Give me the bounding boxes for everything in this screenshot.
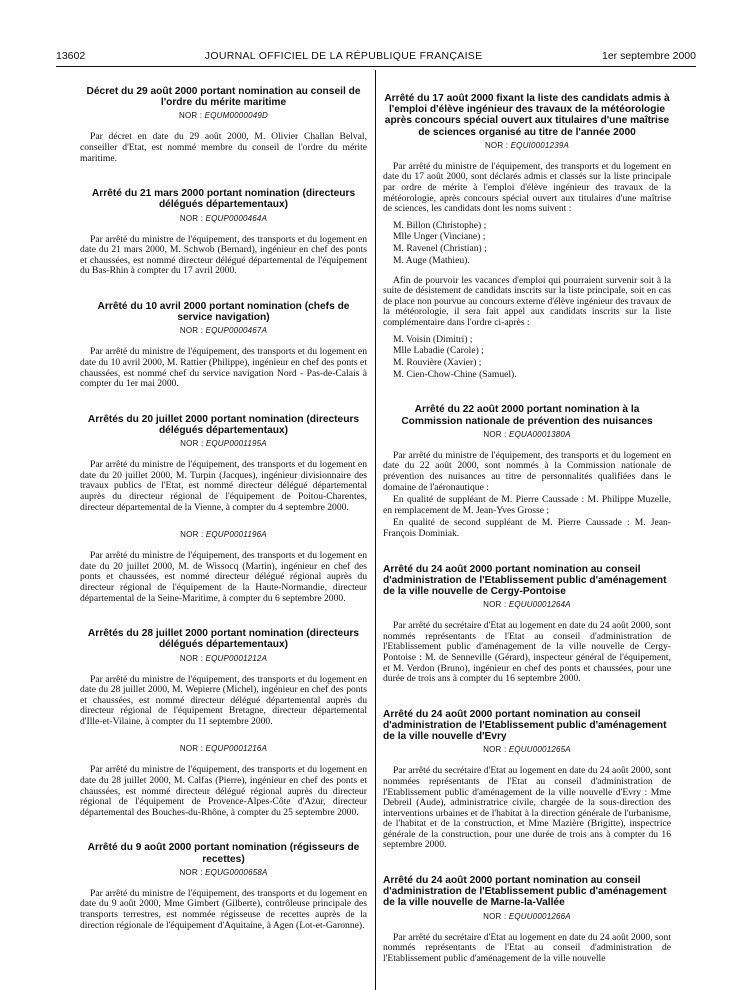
article-title: Arrêté du 21 mars 2000 portant nomination (directeurs délégués départementaux): [91, 188, 356, 211]
nor-line: NOR : EQUG0000658A: [179, 867, 268, 877]
article: [80, 414, 367, 604]
nor-code: EQUU0001266A: [508, 911, 571, 921]
article-paragraph: Afin de pourvoir les vacances d'emploi qui pourraient survenir soit à la suite de désistement de candidats inscrits sur la liste principale, soit en cas de place non pourvue au concours externe d'élève ingénieur des travaux de la météorologie, il sera fait appel aux candidats inscrits sur la liste complémentaire dans l'ordre ci-après :: [383, 274, 671, 328]
article: [383, 564, 671, 685]
issue-date: 1er septembre 2000: [602, 50, 696, 62]
nor-line: NOR : EQUP0001212A: [179, 653, 268, 663]
article: [80, 86, 367, 164]
page-number: 13602: [56, 50, 86, 62]
nor-code: EQUG0000658A: [205, 867, 268, 877]
article-paragraph: Par arrêté du ministre de l'équipement, des transports et du logement en date du 20 juillet 2000, M. de Wissocq (Martin), ingénieur en chef des ponts et chaussées, est nommé directeur délégué régional auprès du directeur régional de l'équipement de la Haute-Normandie, directeur départemental de la Seine-Maritime, à compter du 6 septembre 2000.: [80, 550, 367, 604]
list-item: M. Cien-Chow-Chine (Samuel).: [393, 368, 517, 380]
left-column: [80, 86, 367, 941]
article-paragraph: Par arrêté du secrétaire d'Etat au logement en date du 24 août 2000, sont nommés représentants de l'Etat au conseil d'administration de l'Etablissement public d'aménagement de la ville nouvelle: [383, 931, 671, 964]
nor-line: NOR : EQUP0000464A: [179, 213, 268, 223]
article-title: Arrêté du 22 août 2000 portant nomination à la Commission nationale de prévention des nuisances: [401, 404, 653, 427]
column-separator: [375, 70, 376, 990]
nor-code: EQUP0000467A: [205, 326, 268, 336]
article-paragraph: Par arrêté du ministre de l'équipement, des transports et du logement en date du 9 août 2000, Mme Gimbert (Gilberte), contrôleuse principale des transports terrestres, est nommée régisseuse de recettes auprès de la direction régionale de l'équipement d'Aquitaine, à Agen (Lot-et-Garonne).: [80, 887, 367, 931]
article-paragraph: Par arrêté du ministre de l'équipement, des transports et du logement en date du 10 avril 2000, M. Rattier (Philippe), ingénieur en chef des ponts et chaussées, est nommé chef du service navigation Nord - Pas-de-Calais à compter du 1er mai 2000.: [80, 346, 367, 390]
nor-line: NOR : EQUM0000049D: [179, 111, 268, 121]
article-title: Arrêté du 24 août 2000 portant nomination au conseil d'administration de l'Etablissement public d'aménagement de la ville nouvelle de Cergy-Pontoise: [383, 563, 667, 597]
article-paragraph: Par arrêté du secrétaire d'Etat au logement en date du 24 août 2000, sont nommés représentants de l'Etat au conseil d'administration de l'Etablissement public d'aménagement de la ville nouvelle de Cergy-Pontoise : M. de Senneville (Gérard), inspecteur général de l'équipement, et M. Verdon (Bruno), ingénieur en chef des ponts et chaussées, pour une durée de trois ans à compter du 16 septembre 2000.: [383, 620, 671, 685]
nor-line: NOR : EQUU0001266A: [483, 911, 571, 921]
nor-line: NOR : EQUP0001216A: [179, 744, 268, 754]
list-item: M. Auge (Mathieu).: [393, 254, 470, 266]
nor-line: NOR : EQUU0001264A: [483, 600, 571, 610]
article-paragraph: Par décret en date du 29 août 2000, M. Olivier Challan Belval, conseiller d'Etat, est nommé membre du conseil de l'ordre du mérite maritime.: [80, 131, 367, 164]
article-paragraph: En qualité de suppléant de M. Pierre Caussade : M. Philippe Muzelle, en remplacement de M. Jean-Yves Grosse ;: [383, 494, 671, 516]
article-paragraph: Par arrêté du ministre de l'équipement, des transports et du logement en date du 21 mars 2000, M. Schwob (Bernard), ingénieur en chef des ponts et chaussées, est nommé directeur délégué départemental de l'équipement du Bas-Rhin à compter du 17 avril 2000.: [80, 233, 367, 277]
article-title: Arrêtés du 20 juillet 2000 portant nomination (directeurs délégués départementaux): [87, 413, 360, 436]
article: [80, 301, 367, 390]
header-rule: [56, 66, 696, 67]
nor-line: NOR : EQUU0001265A: [483, 745, 571, 755]
article-title: Arrêtés du 28 juillet 2000 portant nomination (directeurs délégués départementaux): [87, 628, 360, 651]
nor-code: EQUA0001380A: [509, 429, 571, 439]
article: [383, 93, 671, 380]
article-title: Arrêté du 17 août 2000 fixant la liste des candidats admis à l'emploi d'élève ingénieur des travaux de la météorologie après concours spécial ouvert aux titulaires d'une maîtrise de sciences organisé au titre de l'année 2000: [384, 93, 670, 138]
list-item: Mlle Labadie (Carole) ;: [393, 345, 484, 357]
article-title: Arrêté du 9 août 2000 portant nomination (régisseurs de recettes): [87, 842, 360, 865]
nor-line: NOR : EQUP0001196A: [180, 530, 267, 540]
list-item: M. Ravenel (Christian) ;: [393, 243, 487, 255]
nor-line: NOR : EQUP0001195A: [180, 439, 267, 449]
nor-code: EQUP0000464A: [205, 213, 268, 223]
nor-code: EQUP0001216A: [205, 744, 268, 754]
article-paragraph: En qualité de second suppléant de M. Pierre Caussade : M. Jean-François Dominiak.: [383, 517, 671, 539]
nor-code: EQUM0000049D: [204, 111, 268, 121]
nor-code: EQUP0001195A: [205, 439, 267, 449]
article-paragraph: Par arrêté du secrétaire d'Etat au logement en date du 24 août 2000, sont nommées représentants de l'Etat au conseil d'administration de l'Etablissement public d'aménagement de la ville nouvelle d'Evry : Mme Debreil (Aude), administratrice civile, chargée de la sous-direction des interventions urbaines et de l'habitat à la direction générale de l'urbanisme, de l'habitat et de la construction, et Mme Mazière (Brigitte), inspectrice générale de la construction, pour une durée de trois ans à compter du 16 septembre 2000.: [383, 765, 671, 851]
article: [383, 709, 671, 851]
article-paragraph: Par arrêté du ministre de l'équipement, des transports et du logement en date du 28 juillet 2000, M. Calfas (Pierre), ingénieur en chef des ponts et chaussées, est nommé directeur délégué régional auprès du directeur régional de l'équipement de Provence-Alpes-Côte d'Azur, directeur départemental des Bouches-du-Rhône, à compter du 25 septembre 2000.: [80, 764, 367, 818]
nor-code: EQUP0001196A: [205, 530, 267, 540]
nor-code: EQUI0001239A: [510, 140, 570, 150]
nor-code: EQUP0001212A: [205, 653, 268, 663]
article: [80, 628, 367, 818]
page-header: [56, 46, 696, 66]
list-item: M. Rouvière (Xavier) ;: [393, 356, 482, 368]
article-title: Arrêté du 24 août 2000 portant nomination au conseil d'administration de l'Etablissement public d'aménagement de la ville nouvelle d'Evry: [383, 708, 667, 743]
article-paragraph: Par arrêté du ministre de l'équipement, des transports et du logement en date du 20 juillet 2000, M. Turpin (Jacques), ingénieur divisionnaire des travaux publics de l'Etat, est nommé directeur délégué départemental auprès du directeur régional de l'équipement de Poitou-Charentes, directeur départemental de la Vienne, à compter du 4 septembre 2000.: [80, 459, 367, 513]
article-paragraph: Par arrêté du ministre de l'équipement, des transports et du logement en date du 17 août 2000, sont déclarés admis et classés sur la liste principale par ordre de mérite à l'emploi d'élève ingénieur des travaux de la météorologie, après concours spécial ouvert aux titulaires d'une maîtrise de sciences, les candidats dont les noms suivent :: [383, 160, 671, 215]
list-item: Mlle Unger (Vinciane) ;: [393, 231, 486, 243]
nor-line: NOR : EQUP0000467A: [179, 326, 268, 336]
article-title: Arrêté du 24 août 2000 portant nomination au conseil d'administration de l'Etablissement public d'aménagement de la ville nouvelle de Marne-la-Vallée: [383, 875, 667, 909]
article: [383, 875, 671, 964]
journal-title: JOURNAL OFFICIEL DE LA RÉPUBLIQUE FRANÇAISE: [204, 50, 483, 62]
article: [80, 842, 367, 931]
article-paragraph: Par arrêté du ministre de l'équipement, des transports et du logement en date du 28 juillet 2000, M. Wepierre (Michel), ingénieur en chef des ponts et chaussées, est nommé directeur délégué départemental auprès du directeur régional de l'équipement Bretagne, directeur départemental d'Ille-et-Vilaine, à compter du 11 septembre 2000.: [80, 673, 367, 727]
nor-line: NOR : EQUI0001239A: [484, 140, 570, 150]
list-item: M. Billon (Christophe) ;: [393, 219, 487, 231]
article-title: Décret du 29 août 2000 portant nomination au conseil de l'ordre du mérite maritime: [86, 86, 361, 109]
nor-code: EQUU0001265A: [508, 745, 571, 755]
article: [383, 404, 671, 539]
right-column: [383, 93, 671, 974]
list-item: M. Voisin (Dimitri) ;: [393, 333, 473, 345]
nor-code: EQUU0001264A: [508, 600, 571, 610]
article: [80, 188, 367, 277]
article-title: Arrêté du 10 avril 2000 portant nomination (chefs de service navigation): [97, 300, 350, 324]
article-paragraph: Par arrêté du ministre de l'équipement, des transports et du logement en date du 22 août 2000, sont nommés à la Commission nationale de prévention des nuisances au titre de personnalités qualifiées dans le domaine de l'aéronautique :: [383, 449, 671, 493]
nor-line: NOR : EQUA0001380A: [483, 429, 571, 439]
